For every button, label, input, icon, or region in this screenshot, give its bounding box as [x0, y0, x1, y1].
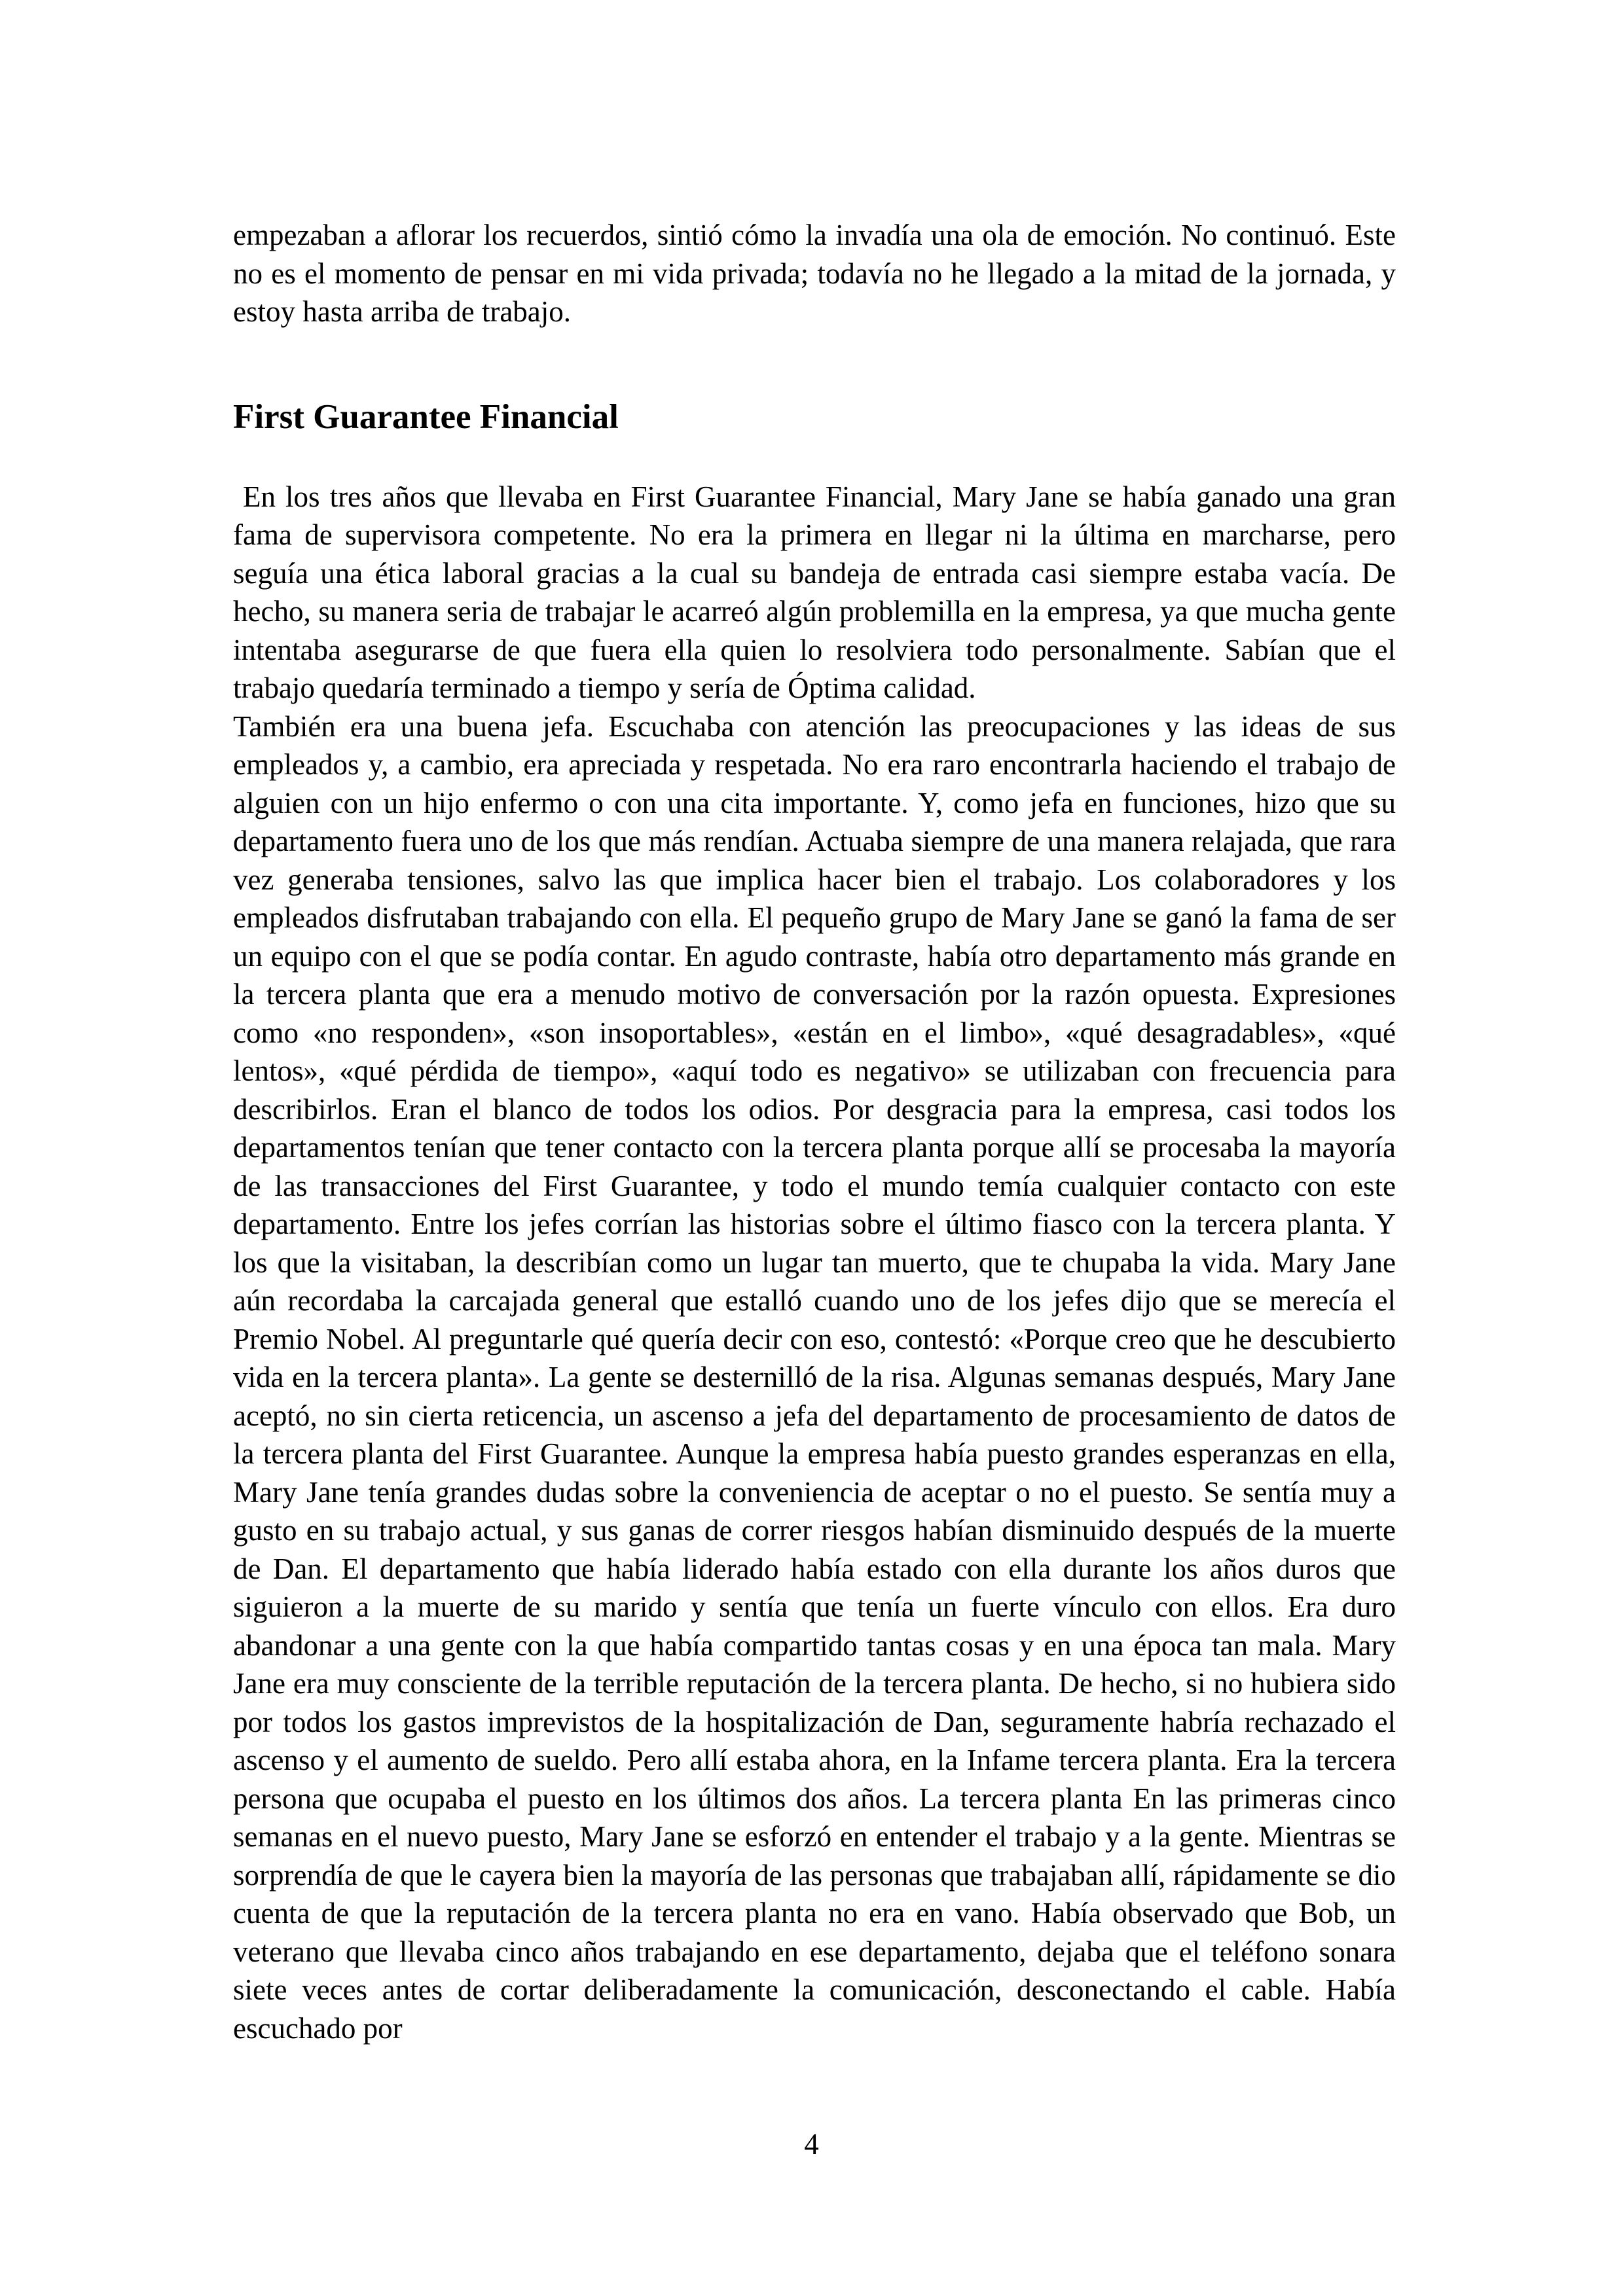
page-number: 4: [804, 2128, 819, 2161]
document-page: [233, 216, 1404, 2047]
intro-paragraph: empezaban a aflorar los recuerdos, sintió cómo la invadía una ola de emoción. No continuó. Este no es el momento de pensar en mi vida privada; todavía no he llegado a la mitad de la jornada, y estoy hasta arriba de trabajo.: [233, 219, 1396, 328]
section-heading: First Guarantee Financial: [233, 397, 619, 436]
body-paragraph-1: En los tres años que llevaba en First Guarantee Financial, Mary Jane se había ganado una gran fama de supervisora competente. No era la primera en llegar ni la última en marcharse, pero seguía una ética laboral gracias a la cual su bandeja de entrada casi siempre estaba vacía. De hecho, su manera seria de trabajar le acarreó algún problemilla en la empresa, ya que mucha gente intentaba asegurarse de que fuera ella quien lo resolviera todo personalmente. Sabían que el trabajo quedaría terminado a tiempo y sería de Óptima calidad.: [233, 480, 1404, 704]
body-paragraph-2: También era una buena jefa. Escuchaba con atención las preocupaciones y las ideas de sus empleados y, a cambio, era apreciada y respetada. No era raro encontrarla haciendo el trabajo de alguien con un hijo enfermo o con una cita importante. Y, como jefa en funciones, hizo que su departamento fuera uno de los que más rendían. Actuaba siempre de una manera relajada, que rara vez generaba tensiones, salvo las que implica hacer bien el trabajo. Los colaboradores y los empleados disfrutaban trabajando con ella. El pequeño grupo de Mary Jane se ganó la fama de ser un equipo con el que se podía contar. En agudo contraste, había otro departamento más grande en la tercera planta que era a menudo motivo de conversación por la razón opuesta. Expresiones como «no responden», «son insoportables», «están en el limbo», «qué desagradables», «qué lentos», «qué pérdida de tiempo», «aquí todo es negativo» se utilizaban con frecuencia para describirlos. Eran el blanco de todos los odios. Por desgracia para la empresa, casi todos los departamentos tenían que tener contacto con la tercera planta porque allí se procesaba la mayoría de las transacciones del First Guarantee, y todo el mundo temía cualquier contacto con este departamento. Entre los jefes corrían las historias sobre el último fiasco con la tercera planta. Y los que la visitaban, la describían como un lugar tan muerto, que te chupaba la vida. Mary Jane aún recordaba la carcajada general que estalló cuando uno de los jefes dijo que se merecía el Premio Nobel. Al preguntarle qué quería decir con eso, contestó: «Porque creo que he descubierto vida en la tercera planta». La gente se desternilló de la risa. Algunas semanas después, Mary Jane aceptó, no sin cierta reticencia, un ascenso a jefa del departamento de procesamiento de datos de la tercera planta del First Guarantee. Aunque la empresa había puesto grandes esperanzas en ella, Mary Jane tenía grandes dudas sobre la conveniencia de aceptar o no el puesto. Se sentía muy a gusto en su trabajo actual, y sus ganas de correr riesgos habían disminuido después de la muerte de Dan. El departamento que había liderado había estado con ella durante los años duros que siguieron a la muerte de su marido y sentía que tenía un fuerte vínculo con ellos. Era duro abandonar a una gente con la que había compartido tantas cosas y en una época tan mala. Mary Jane era muy consciente de la terrible reputación de la tercera planta. De hecho, si no hubiera sido por todos los gastos imprevistos de la hospitalización de Dan, seguramente habría rechazado el ascenso y el aumento de sueldo. Pero allí estaba ahora, en la Infame tercera planta. Era la tercera persona que ocupaba el puesto en los últimos dos años. La tercera planta En las primeras cinco semanas en el nuevo puesto, Mary Jane se esforzó en entender el trabajo y a la gente. Mientras se sorprendía de que le cayera bien la mayoría de las personas que trabajaban allí, rápidamente se dio cuenta de que la reputación de la tercera planta no era en vano. Había observado que Bob, un veterano que llevaba cinco años trabajando en ese departamento, dejaba que el teléfono sonara siete veces antes de cortar deliberadamente la comunicación, desconectando el cable. Había escuchado por: [233, 709, 1396, 2045]
